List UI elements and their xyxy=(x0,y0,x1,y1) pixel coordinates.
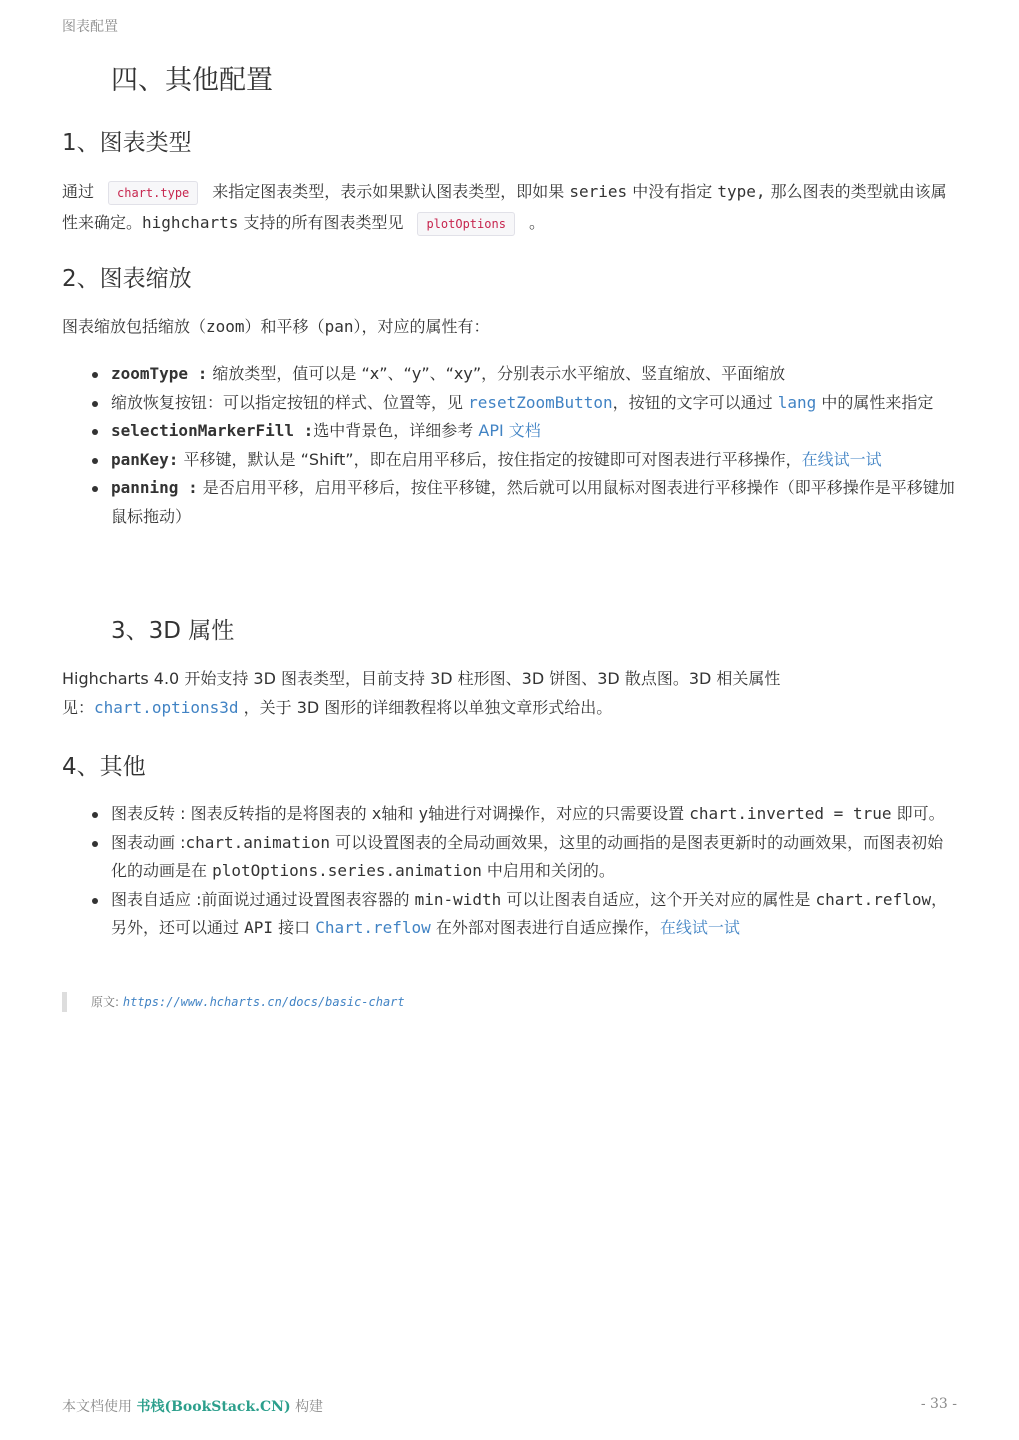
page-number: - 33 - xyxy=(920,1396,957,1412)
list-item-zoomtype: zoomType : 缩放类型，值可以是 “x”、“y”、“xy”，分别表示水平缩放、竖直缩放、平面缩放 xyxy=(111,360,957,389)
list-item-selection-marker-fill: selectionMarkerFill :选中背景色，详细参考 API 文档 xyxy=(111,417,957,446)
zoom-intro: 图表缩放包括缩放（zoom）和平移（pan），对应的属性有： xyxy=(62,317,490,336)
list-item-pankey: panKey: 平移键，默认是 “Shift”，即在启用平移后，按住指定的按键即可对图表进行平移操作，在线试一试 xyxy=(111,446,957,475)
footer-brand-link[interactable]: 书栈(BookStack.CN) xyxy=(136,1399,291,1415)
zoom-options-list xyxy=(111,360,957,531)
section-title-other: 4、其他 xyxy=(62,754,146,780)
section-title-zoom: 2、图表缩放 xyxy=(62,266,192,292)
inline-code-chart-type: chart.type xyxy=(108,181,198,205)
list-item-animation: 图表动画 :chart.animation 可以设置图表的全局动画效果，这里的动画指的是图表更新时的动画效果，而图表初始化的动画是在 plotOptions.series.animation 中启用和关闭的。 xyxy=(111,829,957,886)
other-options-list xyxy=(111,800,957,943)
link-lang[interactable]: lang xyxy=(777,392,817,412)
link-resetzoombutton[interactable]: resetZoomButton xyxy=(468,392,613,412)
link-api-docs[interactable]: API 文档 xyxy=(478,421,541,440)
section-title-chart-type: 1、图表类型 xyxy=(62,130,192,156)
3d-paragraph: Highcharts 4.0 开始支持 3D 图表类型，目前支持 3D 柱形图、3D 饼图、3D 散点图。3D 相关属性 见：chart.options3d ，关于 3D 图形的详细教程将以单独文章形式给出。 xyxy=(62,669,781,717)
source-quote: 原文: https://www.hcharts.cn/docs/basic-chart xyxy=(62,992,957,1012)
list-item-reset-zoom: 缩放恢复按钮：可以指定按钮的样式、位置等，见 resetZoomButton，按钮的文字可以通过 lang 中的属性来指定 xyxy=(111,389,957,418)
section-title-3d: 3、3D 属性 xyxy=(111,618,235,644)
list-item-inverted: 图表反转 : 图表反转指的是将图表的 x轴和 y轴进行对调操作，对应的只需要设置 chart.inverted = true 即可。 xyxy=(111,800,957,829)
chart-type-paragraph: 通过 chart.type 来指定图表类型，表示如果默认图表类型，即如果 series 中没有指定 type, 那么图表的类型就由该属性来确定。highcharts 支持的所有图表类型见 plotOptions 。 xyxy=(62,177,957,239)
list-item-panning: panning : 是否启用平移，启用平移后，按住平移键，然后就可以用鼠标对图表进行平移操作（即平移操作是平移键加鼠标拖动） xyxy=(111,474,957,531)
link-try-online-reflow[interactable]: 在线试一试 xyxy=(659,918,740,937)
link-try-online-pankey[interactable]: 在线试一试 xyxy=(801,449,882,469)
link-chart-options3d[interactable]: chart.options3d xyxy=(94,698,239,717)
inline-code-plotoptions: plotOptions xyxy=(417,212,514,236)
link-chart-reflow[interactable]: Chart.reflow xyxy=(315,918,431,937)
chapter-title: 四、其他配置 xyxy=(111,65,273,96)
running-header: 图表配置 xyxy=(62,19,118,35)
list-item-reflow: 图表自适应 :前面说过通过设置图表容器的 min-width 可以让图表自适应，这个开关对应的属性是 chart.reflow，另外，还可以通过 API 接口 Chart.reflow 在外部对图表进行自适应操作，在线试一试 xyxy=(111,886,957,943)
footer-credit: 本文档使用 书栈(BookStack.CN) 构建 xyxy=(62,1399,324,1415)
source-link[interactable]: https://www.hcharts.cn/docs/basic-chart xyxy=(122,995,405,1009)
